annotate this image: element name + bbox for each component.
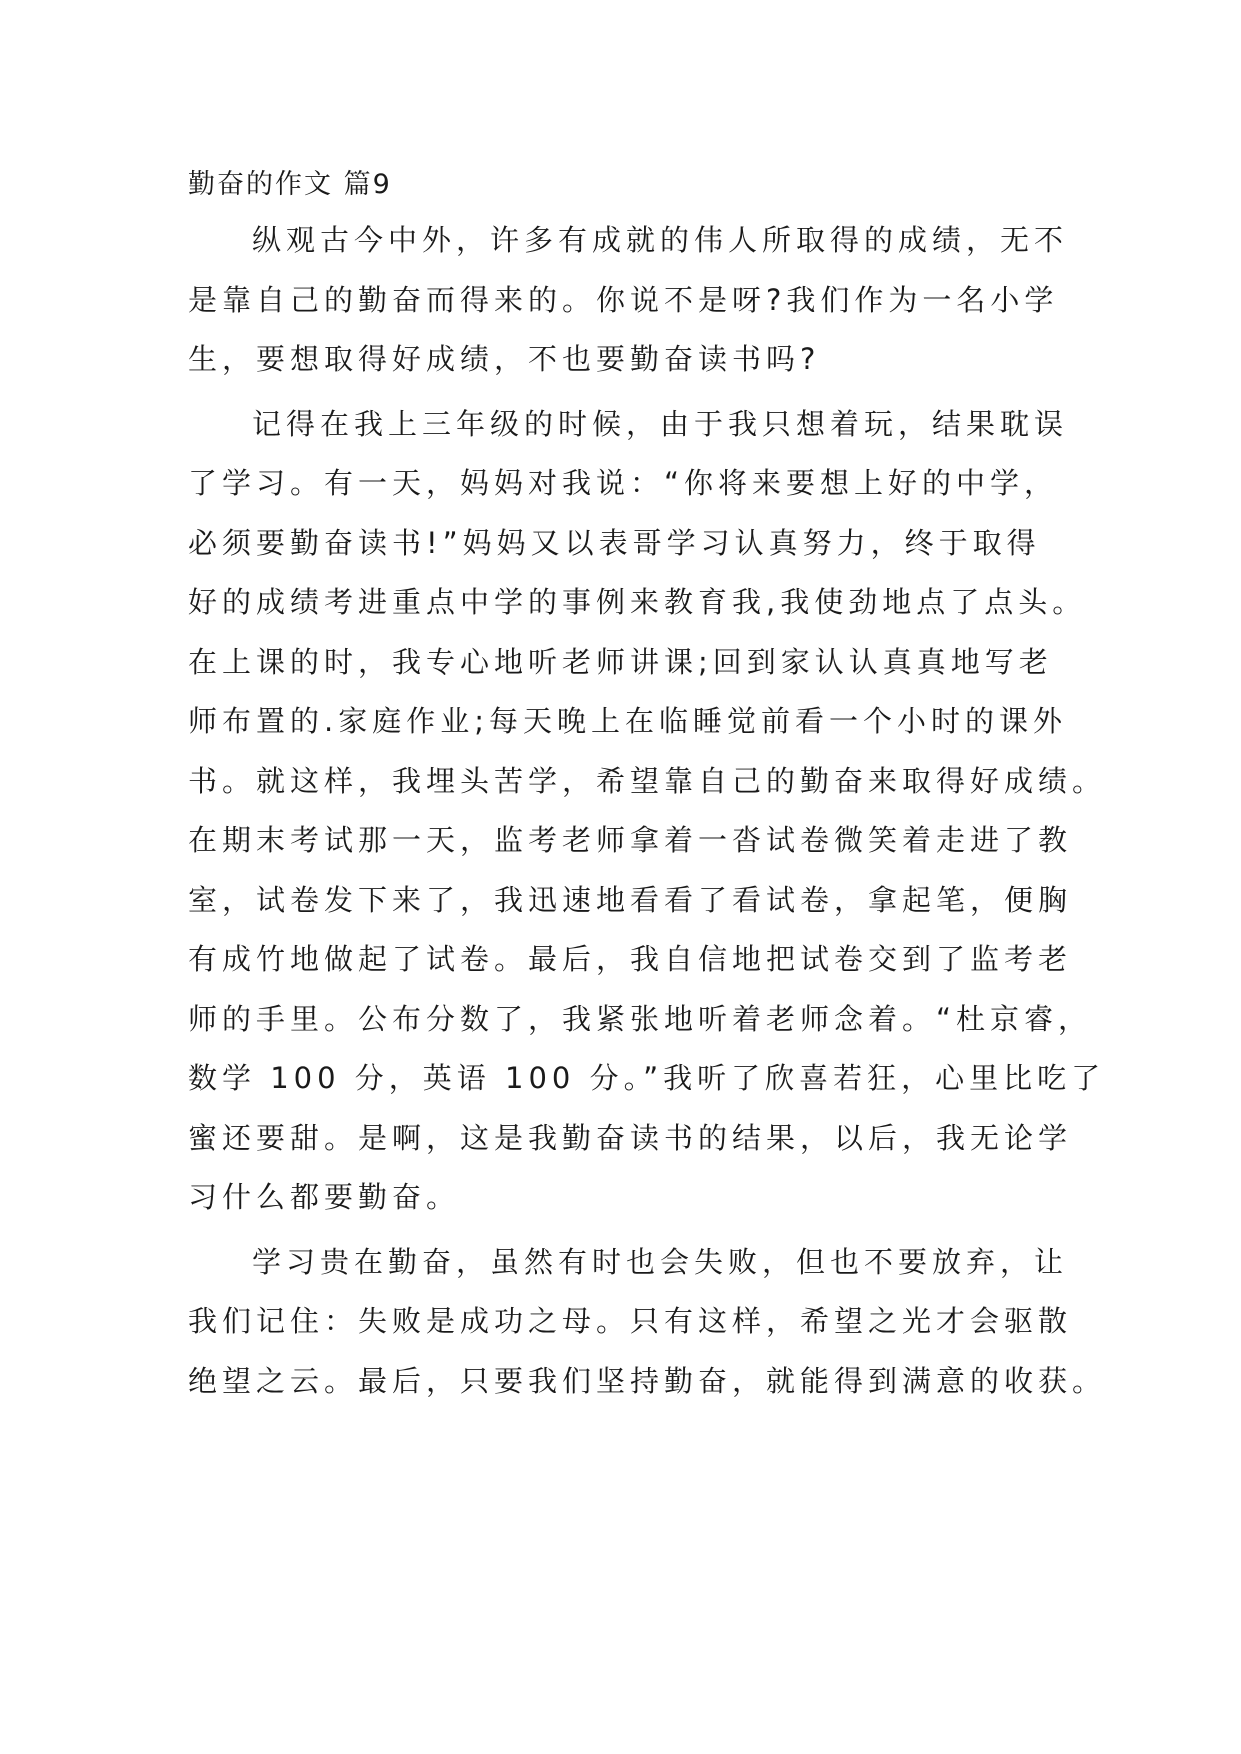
document-page — [188, 164, 1107, 1416]
paragraph-line: 书。就这样，我埋头苦学，希望靠自己的勤奋来取得好成绩。 — [188, 763, 1107, 798]
paragraph-line: 好的成绩考进重点中学的事例来教育我,我使劲地点了点头。 — [188, 585, 1087, 619]
paragraph-line: 在上课的时，我专心地听老师讲课;回到家认认真真地写老 — [188, 644, 1053, 679]
paragraph-line: 习什么都要勤奋。 — [188, 1180, 461, 1214]
paragraph-line: 必须要勤奋读书!”妈妈又以表哥学习认真努力，终于取得 — [188, 525, 1041, 560]
paragraph-line: 师的手里。公布分数了，我紧张地听着老师念着。“杜京睿， — [188, 1001, 1093, 1036]
paragraph-line: 记得在我上三年级的时候，由于我只想着玩，结果耽误 — [252, 406, 1069, 441]
paragraph-line: 纵观古今中外，许多有成就的伟人所取得的成绩，无不 — [252, 223, 1069, 257]
paragraph-line: 生，要想取得好成绩，不也要勤奋读书吗? — [188, 342, 821, 376]
paragraph-2 — [188, 395, 1107, 1228]
paragraph-line: 数学 100 分，英语 100 分。”我听了欣喜若狂，心里比吃了 — [188, 1061, 1106, 1095]
paragraph-line: 我们记住：失败是成功之母。只有这样，希望之光才会驱散 — [188, 1304, 1073, 1338]
paragraph-line: 在期末考试那一天，监考老师拿着一沓试卷微笑着走进了教 — [188, 823, 1073, 857]
paragraph-line: 绝望之云。最后，只要我们坚持勤奋，就能得到满意的收获。 — [188, 1363, 1107, 1398]
paragraph-line: 学习贵在勤奋，虽然有时也会失败，但也不要放弃，让 — [252, 1244, 1069, 1279]
paragraph-1 — [188, 211, 1069, 390]
paragraph-line: 蜜还要甜。是啊，这是我勤奋读书的结果，以后，我无论学 — [188, 1120, 1073, 1155]
paragraph-line: 有成竹地做起了试卷。最后，我自信地把试卷交到了监考老 — [188, 942, 1073, 976]
paragraph-3 — [188, 1233, 1107, 1412]
paragraph-line: 了学习。有一天，妈妈对我说：“你将来要想上好的中学， — [188, 466, 1059, 500]
paragraph-line: 是靠自己的勤奋而得来的。你说不是呀?我们作为一名小学 — [188, 282, 1059, 317]
paragraph-line: 室，试卷发下来了，我迅速地看看了看试卷，拿起笔，便胸 — [188, 882, 1073, 917]
paragraph-line: 师布置的.家庭作业;每天晚上在临睡觉前看一个小时的课外 — [188, 704, 1067, 738]
document-title: 勤奋的作文 篇9 — [188, 169, 392, 200]
